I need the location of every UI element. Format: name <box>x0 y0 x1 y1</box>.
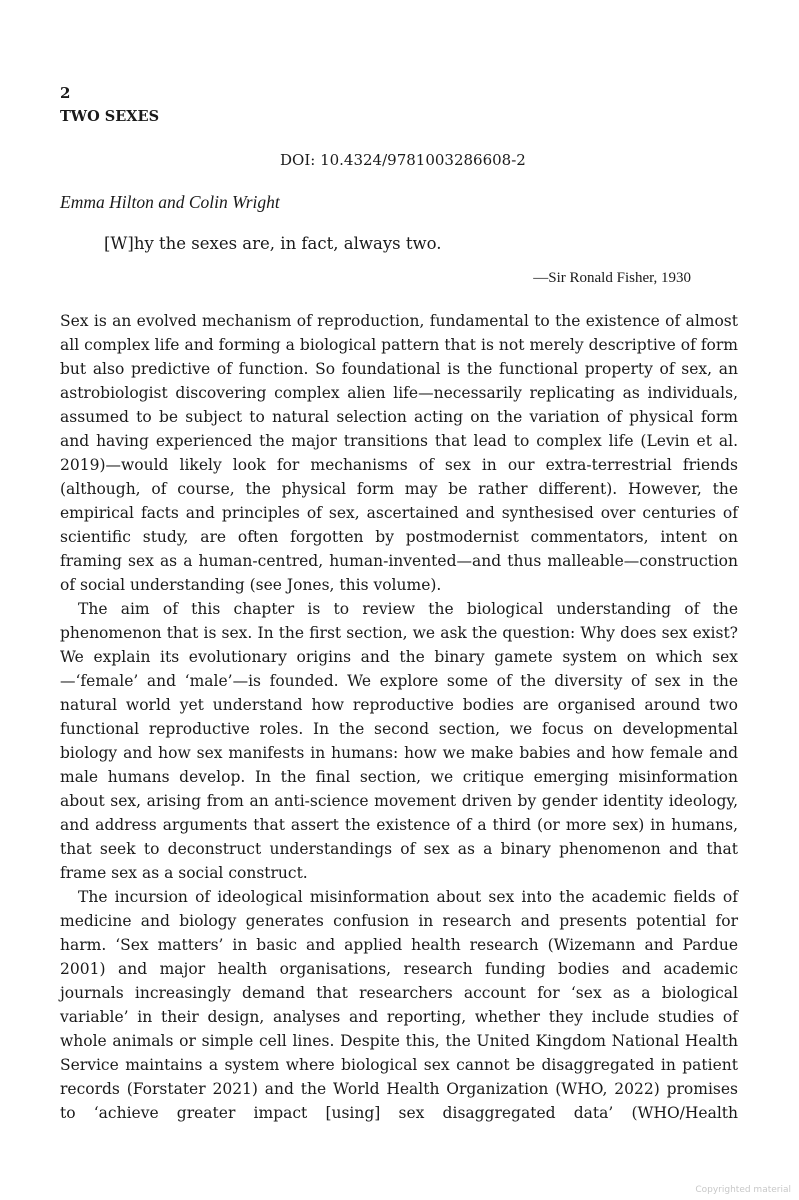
body-paragraph-1: Sex is an evolved mechanism of reproduction, fundamental to the existence of almost all complex life and forming a biological pattern that is not merely descriptive of form but also predictive of function. So foundational is the functional property of sex, an astrobiologist discovering complex alien life—necessarily replicating as individuals, assumed to be subject to natural selection acting on the variation of physical form and having experienced the major transitions that lead to complex life (Levin et al. 2019)—would likely look for mechanisms of sex in our extra-terrestrial friends (although, of course, the physical form may be rather different). However, the empirical facts and principles of sex, ascertained and synthesised over centuries of scientific study, are often forgotten by postmodernist commentators, intent on framing sex as a human-centred, human-invented—and thus malleable—construction of social understanding (see Jones, this volume). <box>60 312 738 594</box>
doi-text: DOI: 10.4324/9781003286608-2 <box>280 151 526 169</box>
chapter-number: 2 <box>60 84 71 102</box>
chapter-title: TWO SEXES <box>60 108 160 125</box>
chapter-authors: Emma Hilton and Colin Wright <box>60 192 280 212</box>
book-page <box>60 0 738 1200</box>
epigraph-attribution: —Sir Ronald Fisher, 1930 <box>533 270 691 286</box>
chapter-body <box>60 309 738 1125</box>
body-paragraph-3: The incursion of ideological misinformation about sex into the academic fields of medicine and biology generates confusion in research and presents potential for harm. ‘Sex matters’ in basic and applied health research (Wizemann and Pardue 2001) and major health organisations, research funding bodies and academic journals increasingly demand that researchers account for ‘sex as a biological variable’ in their design, analyses and reporting, whether they include studies of whole animals or simple cell lines. Despite this, the United Kingdom National Health Service maintains a system where biological sex cannot be disaggregated in patient records (Forstater 2021) and the World Health Organization (WHO, 2022) promises to ‘achieve greater impact [using] sex disaggregated data’ (WHO/Health <box>60 888 738 1122</box>
copyright-watermark: Copyrighted material <box>695 1185 791 1195</box>
epigraph-quote: [W]hy the sexes are, in fact, always two. <box>104 234 442 253</box>
body-paragraph-2: The aim of this chapter is to review the biological understanding of the phenomenon that is sex. In the first section, we ask the question: Why does sex exist? We explain its evolutionary origins and the binary gamete system on which sex—‘female’ and ‘male’—is founded. We explore some of the diversity of sex in the natural world yet understand how reproductive bodies are organised around two functional reproductive roles. In the second section, we focus on developmental biology and how sex manifests in humans: how we make babies and how female and male humans develop. In the final section, we critique emerging misinformation about sex, arising from an anti-science movement driven by gender identity ideology, and address arguments that assert the existence of a third (or more sex) in humans, that seek to deconstruct understandings of sex as a binary phenomenon and that frame sex as a social construct. <box>60 600 738 882</box>
